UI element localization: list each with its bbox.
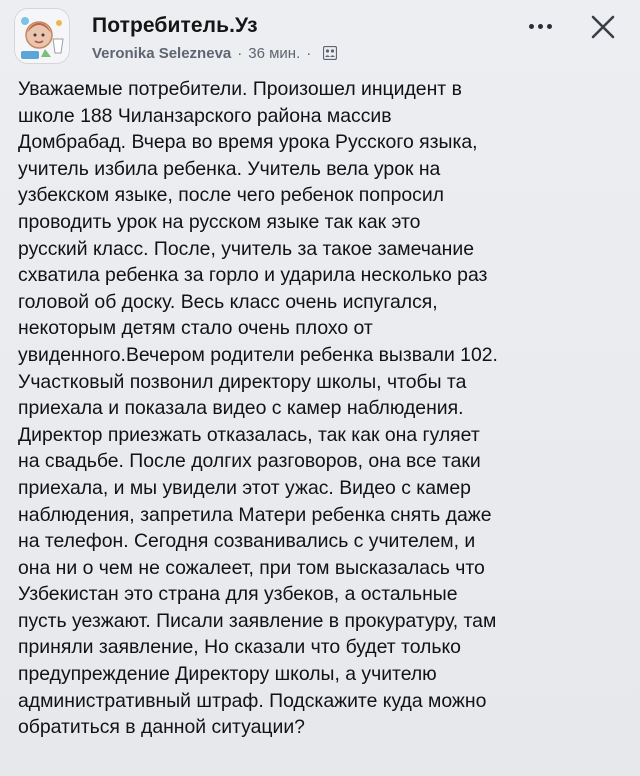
meta-separator-2: · xyxy=(306,44,312,62)
post-header xyxy=(0,0,640,72)
post-text-line: Директор приезжать отказалась, так как она гуляет xyxy=(18,423,480,446)
post-text-line: Узбекистан это страна для узбеков, а остальные xyxy=(18,583,458,606)
post-text-line: пусть уезжают. Писали заявление в прокуратуру, там xyxy=(18,609,497,632)
post-text-line: предупреждение Директору школы, а учителю xyxy=(18,663,437,686)
post-text-line: Домбрабад. Вчера во время урока Русского языка, xyxy=(18,131,478,154)
post-text-line: Уважаемые потребители. Произошел инцидент в xyxy=(18,78,462,100)
post-text-line: проводить урок на русском языке так как это xyxy=(18,210,421,233)
post-text-line: школе 188 Чиланзарского района массив xyxy=(18,104,392,127)
post-text-line: головой об доску. Весь класс очень испугался, xyxy=(18,290,438,313)
post-text-line: обратиться в данной ситуации? xyxy=(18,716,305,739)
post-body-text xyxy=(18,76,626,741)
group-audience-icon[interactable] xyxy=(323,46,337,60)
author-name[interactable]: Veronika Selezneva xyxy=(92,44,232,62)
post-text-line: приехала и показала видео с камер наблюдения. xyxy=(18,397,464,420)
post-timestamp[interactable]: 36 мин. xyxy=(248,44,301,62)
post-text-line: Участковый позвонил директору школы, чтобы та xyxy=(18,370,467,393)
meta-separator: · xyxy=(237,44,243,62)
post-text-line: на свадьбе. После долгих разговоров, она все таки xyxy=(18,450,481,473)
more-dots-icon xyxy=(529,24,534,29)
post-text-line: узбекском языке, после чего ребенок попросил xyxy=(18,184,444,207)
close-icon xyxy=(588,12,618,42)
post-text-line: некоторым детям стало очень плохо от xyxy=(18,317,373,340)
more-options-button[interactable] xyxy=(524,14,556,38)
post-text-line: приехала, и мы увидели этот ужас. Видео с камер xyxy=(18,476,471,499)
more-dots-icon xyxy=(538,24,543,29)
close-button[interactable] xyxy=(588,12,618,42)
post-text-line: учитель избила ребенка. Учитель вела урок на xyxy=(18,157,441,180)
post-text-line: схватила ребенка за горло и ударила несколько раз xyxy=(18,264,488,287)
group-avatar[interactable] xyxy=(14,8,70,64)
post-meta xyxy=(92,44,337,62)
group-logo-image xyxy=(15,9,70,64)
post-text-line: русский класс. После, учитель за такое замечание xyxy=(18,237,474,260)
post-text-line: приняли заявление, Но сказали что будет только xyxy=(18,636,461,659)
post-text-line: административный штраф. Подскажите куда можно xyxy=(18,689,487,712)
post-text-line: увиденного.Вечером родители ребенка вызвали 102. xyxy=(18,343,498,366)
group-name[interactable]: Потребитель.Уз xyxy=(92,14,258,37)
post-text-line: наблюдения, запретила Матери ребенка снять даже xyxy=(18,503,492,526)
post-text-line: на телефон. Сегодня созванивались с учителем, и xyxy=(18,530,476,553)
post-text-line: она ни о чем не сожалеет, при том высказалась что xyxy=(18,556,485,579)
more-dots-icon xyxy=(547,24,552,29)
